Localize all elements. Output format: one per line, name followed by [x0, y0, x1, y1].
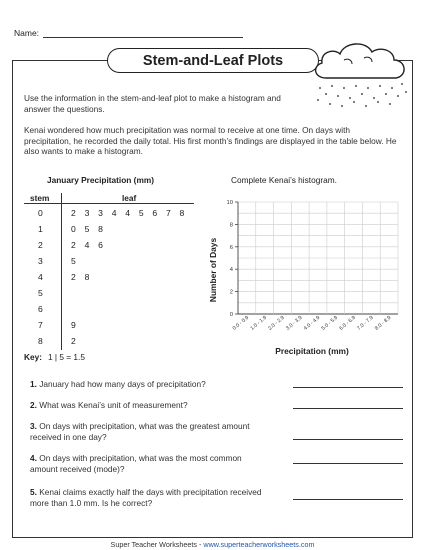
x-tick-label: 8.0 - 8.9	[373, 314, 393, 332]
answer-line-1[interactable]	[293, 387, 403, 388]
x-tick-label: 2.0 - 2.9	[267, 314, 286, 332]
x-tick-label: 4.0 - 4.9	[302, 314, 322, 332]
story-text: Kenai wondered how much precipitation was normal to receive at one time. On days with precipitation, he recorded the daily total. His first month’s findings are displayed in the table below. He also wants to make a histogram.	[24, 125, 397, 157]
stem-value: 4	[38, 272, 43, 282]
rain-cloud-icon	[304, 38, 414, 112]
stem-leaf-title: January Precipitation (mm)	[47, 175, 154, 185]
histogram-y-label: Number of Days	[208, 237, 218, 303]
stem-leaf-row	[24, 272, 194, 288]
x-tick-group	[303, 315, 322, 332]
name-row	[14, 28, 243, 38]
y-tick-label: 2	[229, 289, 233, 296]
stem-leaf-row	[24, 288, 194, 304]
stem-value: 2	[38, 240, 43, 250]
leaf-values: 2	[71, 336, 79, 346]
x-tick-group	[321, 315, 340, 332]
leaf-values: 5	[71, 256, 79, 266]
stem-header: stem	[30, 193, 50, 203]
table-header-divider	[24, 203, 194, 204]
leaf-values: 2 4 6	[71, 240, 107, 250]
x-tick-label: 6.0 - 6.9	[338, 314, 357, 332]
stem-value: 0	[38, 208, 43, 218]
leaf-header: leaf	[122, 193, 137, 203]
x-tick-group	[267, 315, 286, 332]
answer-line-3[interactable]	[293, 439, 403, 440]
y-tick-label: 8	[229, 222, 233, 229]
leaf-values: 0 5 8	[71, 224, 107, 234]
name-line[interactable]	[43, 29, 243, 38]
key-text: 1 | 5 = 1.5	[47, 352, 85, 362]
stem-value: 8	[38, 336, 43, 346]
name-label: Name:	[14, 28, 40, 38]
instructions-text: Use the information in the stem-and-leaf plot to make a histogram and answer the questions.	[24, 93, 281, 114]
stem-leaf-row	[24, 336, 194, 352]
question-2: 2. What was Kenai’s unit of measurement?	[30, 400, 188, 410]
x-tick-group	[374, 315, 393, 332]
stem-leaf-row	[24, 224, 194, 240]
x-tick-group	[250, 315, 269, 332]
stem-value: 7	[38, 320, 43, 330]
x-tick-group	[338, 315, 357, 332]
y-tick-label: 10	[226, 200, 233, 206]
stem-leaf-row	[24, 240, 194, 256]
stem-leaf-row	[24, 208, 194, 224]
histogram-x-label: Precipitation (mm)	[275, 346, 349, 356]
x-tick-group	[356, 315, 375, 332]
x-tick-group	[285, 315, 304, 332]
footer-text: Super Teacher Worksheets -	[110, 540, 204, 549]
y-tick-label: 0	[229, 312, 233, 318]
y-tick-label: 4	[229, 267, 233, 274]
x-tick-label: 1.0 - 1.9	[249, 314, 268, 332]
histogram-instruction: Complete Kenai’s histogram.	[231, 175, 337, 185]
question-3: 3. On days with precipitation, what was the greatest amount received in one day?	[30, 421, 250, 442]
stem-value: 3	[38, 256, 43, 266]
key-label: Key:	[24, 352, 42, 362]
stem-value: 5	[38, 288, 43, 298]
x-tick-group	[232, 315, 251, 332]
answer-line-4[interactable]	[293, 463, 403, 464]
x-tick-label: 5.0 - 5.9	[320, 314, 340, 332]
question-4: 4. On days with precipitation, what was the most common amount received (mode)?	[30, 453, 242, 474]
question-1: 1. January had how many days of precipitation?	[30, 379, 206, 389]
answer-line-5[interactable]	[293, 499, 403, 500]
leaf-values: 2 8	[71, 272, 93, 282]
leaf-values: 9	[71, 320, 79, 330]
stem-value: 6	[38, 304, 43, 314]
blank-histogram[interactable]	[198, 192, 413, 362]
footer	[0, 540, 425, 549]
footer-link[interactable]: www.superteacherworksheets.com	[203, 540, 315, 549]
answer-line-2[interactable]	[293, 408, 403, 409]
stem-leaf-row	[24, 304, 194, 320]
question-5: 5. Kenai claims exactly half the days with precipitation received more than 1.0 mm. Is he correct?	[30, 487, 262, 508]
stem-leaf-row	[24, 320, 194, 336]
y-tick-label: 6	[229, 244, 233, 251]
worksheet-title: Stem-and-Leaf Plots	[107, 48, 319, 73]
stem-leaf-key	[24, 352, 85, 362]
x-tick-label: 3.0 - 3.9	[285, 314, 304, 332]
x-tick-label: 7.0 - 7.9	[356, 314, 375, 332]
stem-leaf-row	[24, 256, 194, 272]
x-tick-label: 0.0 - 0.9	[231, 314, 251, 332]
stem-value: 1	[38, 224, 43, 234]
leaf-values: 2 3 3 4 4 5 6 7 8	[71, 208, 188, 218]
